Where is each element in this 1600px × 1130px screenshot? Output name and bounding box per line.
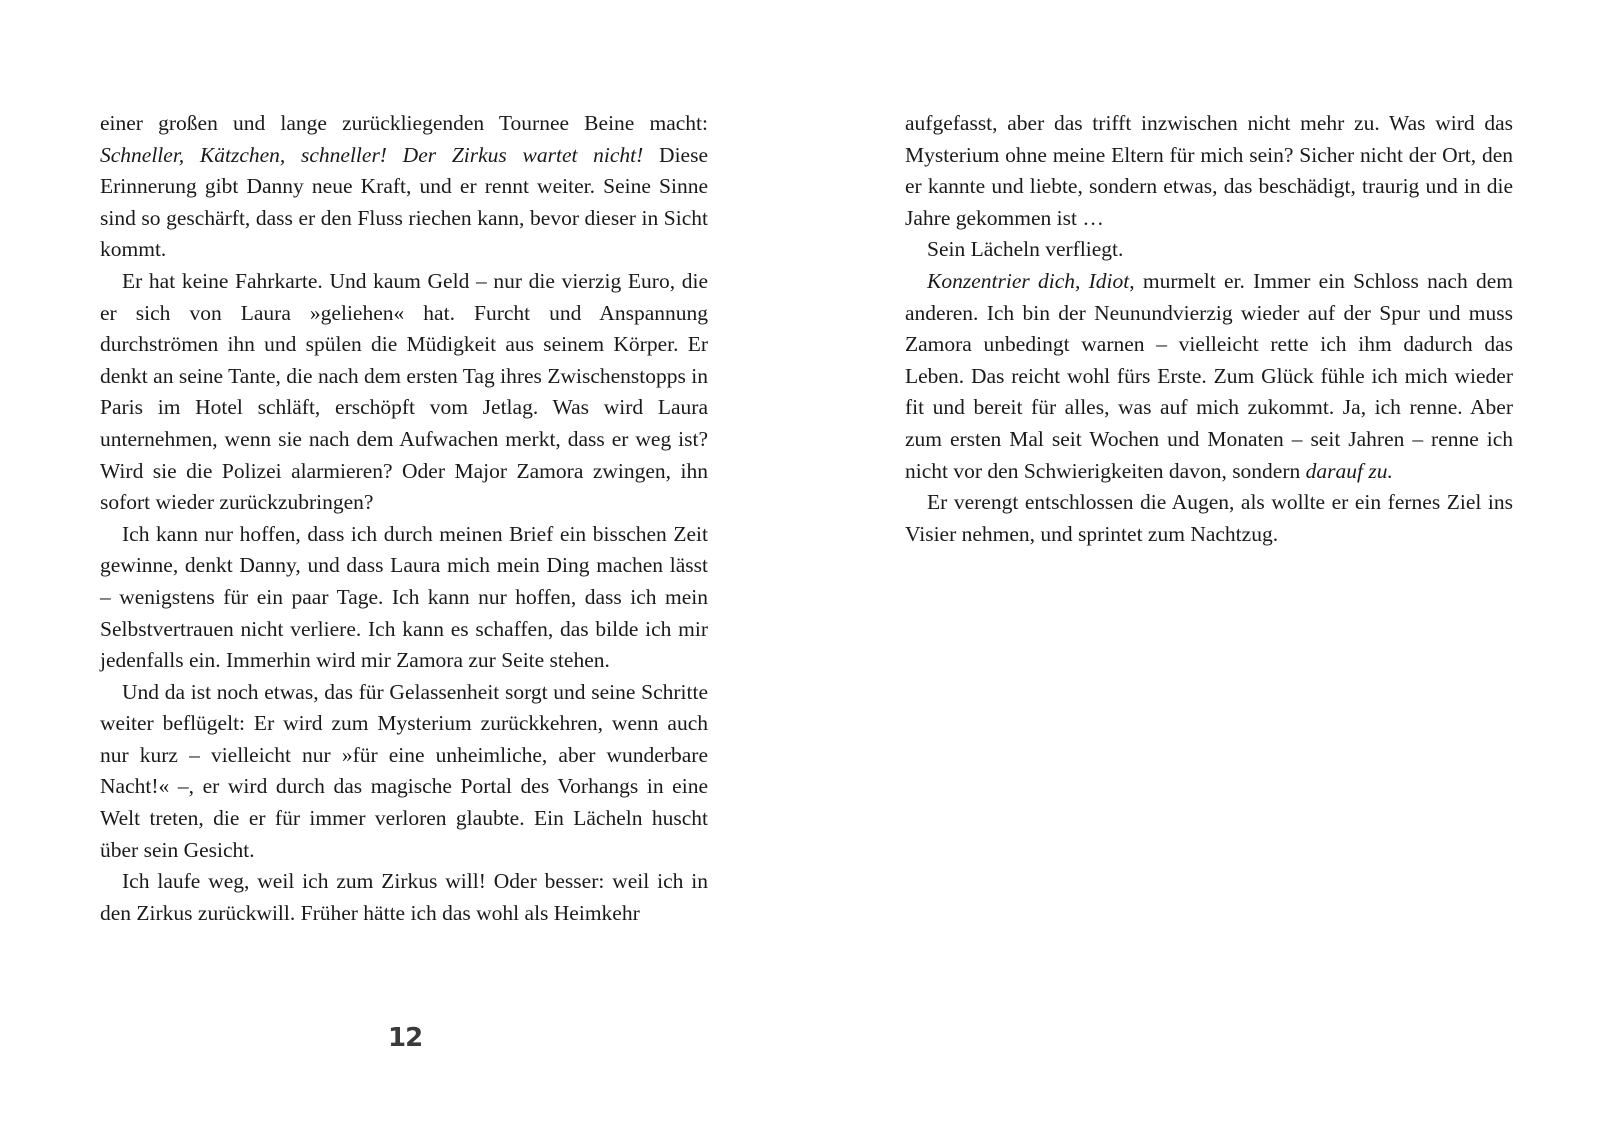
- body-text: Er hat keine Fahrkarte. Und kaum Geld – nur die vierzig Euro, die er sich von Laura »geliehen« hat. Furcht und Anspannung durchströmen ihn und spülen die Müdigkeit aus seinem Körper. Er denkt an seine Tante, die nach dem ersten Tag ihres Zwischenstopps in Paris im Hotel schläft, erschöpft vom Jetlag. Was wird Laura unternehmen, wenn sie nach dem Aufwachen merkt, dass er weg ist? Wird sie die Polizei alarmieren? Oder Major Zamora zwingen, ihn sofort wieder zurückzubringen?: [100, 268, 708, 515]
- paragraph: [100, 866, 708, 929]
- italic-text: Konzentrier dich, Idiot: [927, 268, 1130, 293]
- paragraph: [905, 487, 1513, 550]
- body-text: einer großen und lange zurückliegenden Tournee Beine macht:: [100, 111, 708, 135]
- paragraph: [100, 108, 708, 266]
- italic-text: darauf zu.: [1305, 458, 1393, 483]
- body-text: Diese Erinnerung gibt Danny neue Kraft, und er rennt weiter. Seine Sinne sind so geschärft, dass er den Fluss riechen kann, bevor dieser in Sicht kommt.: [100, 142, 708, 262]
- body-text: Ich laufe weg, weil ich zum Zirkus will! Oder besser: weil ich in den Zirkus zurückwill. Früher hätte ich das wohl als Heimkehr: [100, 869, 708, 925]
- body-text: Sein Lächeln verfliegt.: [927, 237, 1124, 262]
- page-number: 12: [388, 1023, 423, 1053]
- paragraph: [100, 266, 708, 519]
- paragraph: [100, 677, 708, 867]
- paragraph: [905, 266, 1513, 487]
- body-text: , murmelt er. Immer ein Schloss nach dem anderen. Ich bin der Neunundvierzig wieder auf der Spur und muss Zamora unbedingt warnen – vielleicht rette ich ihm dadurch das Leben. Das reicht wohl fürs Erste. Zum Glück fühle ich mich wieder fit und bereit für alles, was auf mich zukommt. Ja, ich renne. Aber zum ersten Mal seit Wochen und Monaten – seit Jahren – renne ich nicht vor den Schwierigkeiten davon, sondern: [905, 268, 1513, 483]
- body-text: Und da ist noch etwas, das für Gelassenheit sorgt und seine Schritte weiter beflügelt: Er wird zum Mysterium zurückkehren, wenn auch nur kurz – vielleicht nur »für eine unheimliche, aber wunderbare Nacht!« –, er wird durch das magische Portal des Vorhangs in eine Welt treten, die er für immer verloren glaubte. Ein Lächeln huscht über sein Gesicht.: [100, 679, 708, 862]
- paragraph: [905, 234, 1513, 266]
- paragraph: [100, 519, 708, 677]
- body-text: Ich kann nur hoffen, dass ich durch meinen Brief ein bisschen Zeit gewinne, denkt Danny, und dass Laura mich mein Ding machen lässt – wenigstens für ein paar Tage. Ich kann nur hoffen, dass ich mein Selbstvertrauen nicht verliere. Ich kann es schaffen, das bilde ich mir jedenfalls ein. Immerhin wird mir Zamora zur Seite stehen.: [100, 521, 708, 673]
- body-text: aufgefasst, aber das trifft inzwischen nicht mehr zu. Was wird das Mysterium ohne meine Eltern für mich sein? Sicher nicht der Ort, den er kannte und liebte, sondern etwas, das beschädigt, traurig und in die Jahre gekommen ist …: [905, 111, 1513, 230]
- paragraph: [905, 108, 1513, 234]
- italic-text: Schneller, Kätzchen, schneller! Der Zirkus wartet nicht!: [100, 142, 644, 167]
- right-page: [905, 108, 1513, 550]
- body-text: Er verengt entschlossen die Augen, als wollte er ein fernes Ziel ins Visier nehmen, und sprintet zum Nachtzug.: [905, 490, 1513, 546]
- left-page: [100, 108, 708, 929]
